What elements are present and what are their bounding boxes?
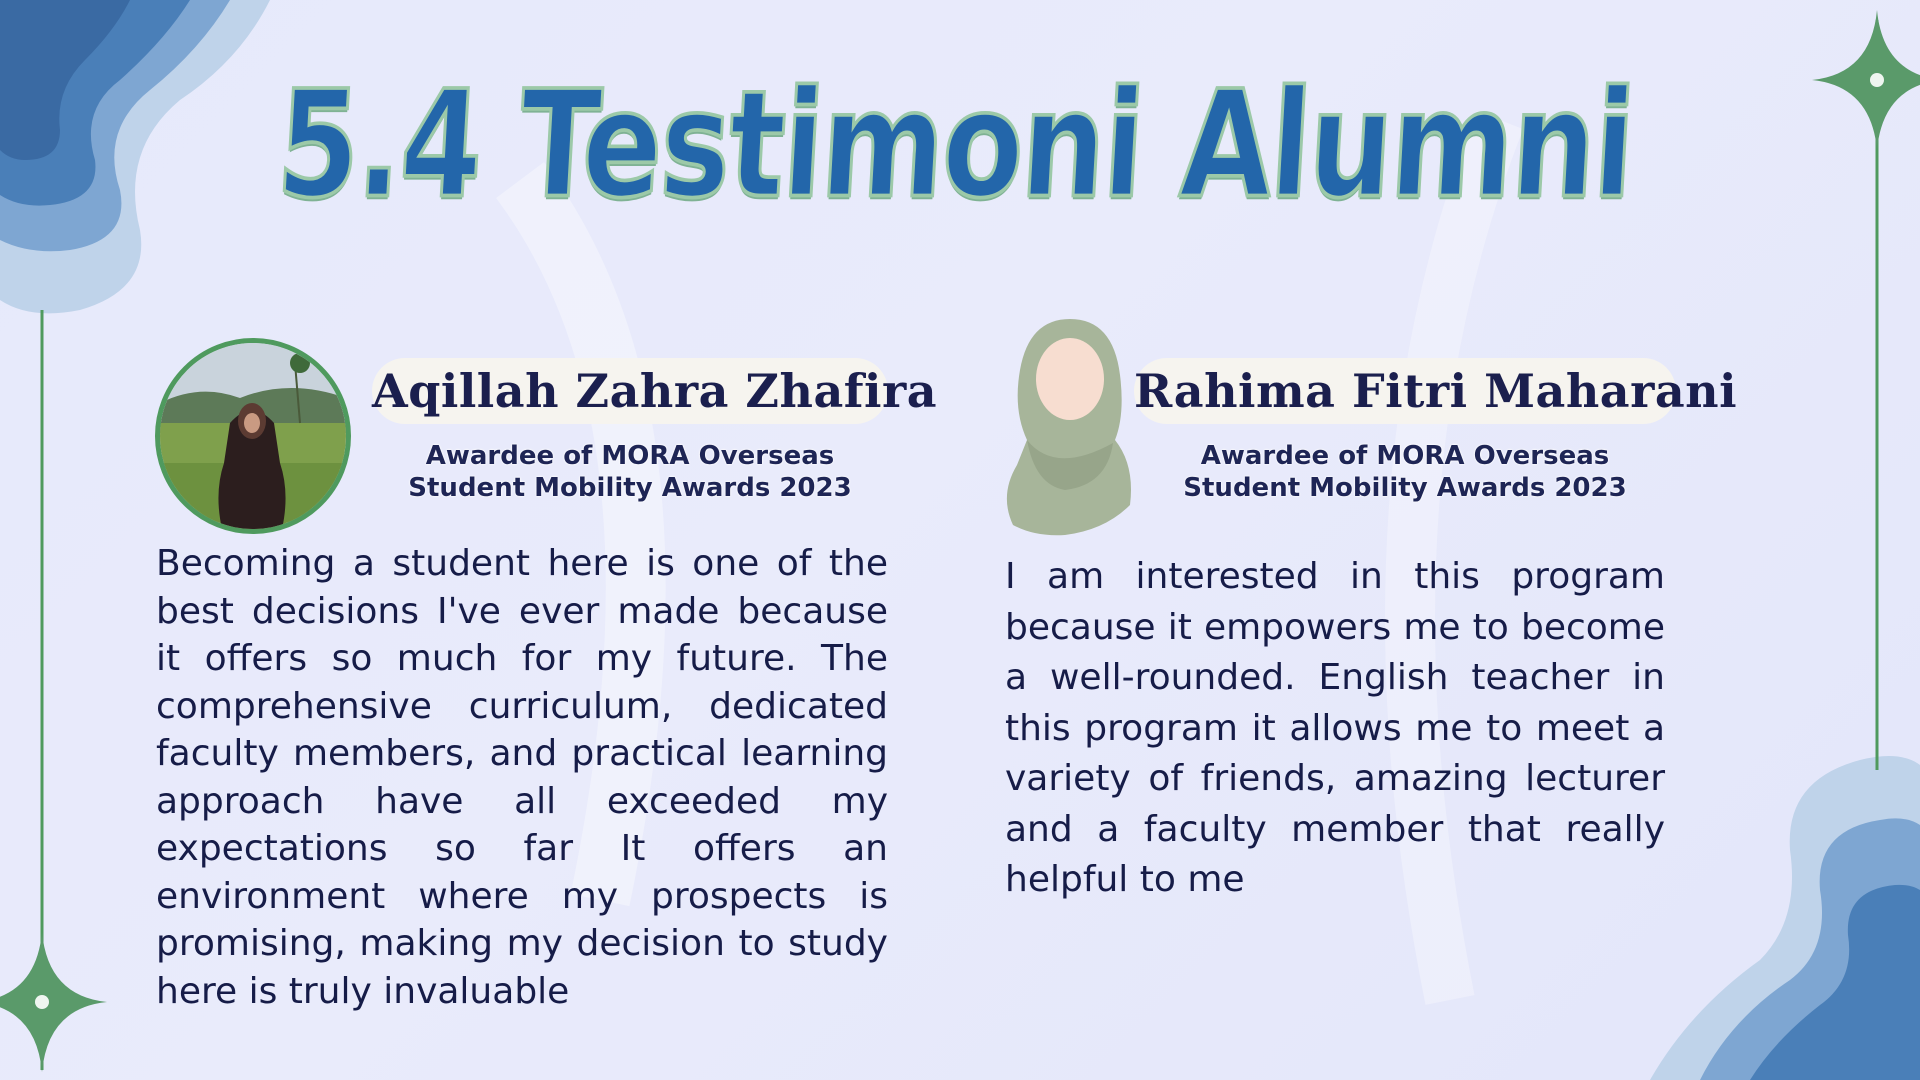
testimonial-subtitle — [372, 440, 888, 504]
testimonial-quote: I am interested in this program because it empowers me to become a well-rounded. English teacher in this program it allows me to meet a variety of friends, amazing lecturer and a faculty member that really helpful to me — [1005, 556, 1665, 900]
photo-avatar — [155, 338, 351, 534]
page-title: 5.4 Testimoni Alumni — [272, 58, 1638, 231]
subtitle-line: Student Mobility Awards 2023 — [408, 473, 852, 503]
hijab-avatar-icon — [995, 315, 1145, 540]
subtitle-line: Awardee of MORA Overseas — [425, 441, 835, 471]
testimonial-subtitle — [1134, 440, 1676, 504]
sparkle-icon — [0, 932, 107, 1072]
testimonial-quote: Becoming a student here is one of the best decisions I've ever made because it offers so much for my future. The comprehensive curriculum, dedicated faculty members, and practical learning approach have all exceeded my expectations so far It offers an environment where my prospects is promising, making my decision to study here is truly invaluable — [156, 543, 888, 1012]
subtitle-line: Student Mobility Awards 2023 — [1183, 473, 1627, 503]
subtitle-line: Awardee of MORA Overseas — [1200, 441, 1610, 471]
testimonial-name: Aqillah Zahra Zhafira — [372, 358, 888, 424]
testimonial-name: Rahima Fitri Maharani — [1134, 358, 1676, 424]
